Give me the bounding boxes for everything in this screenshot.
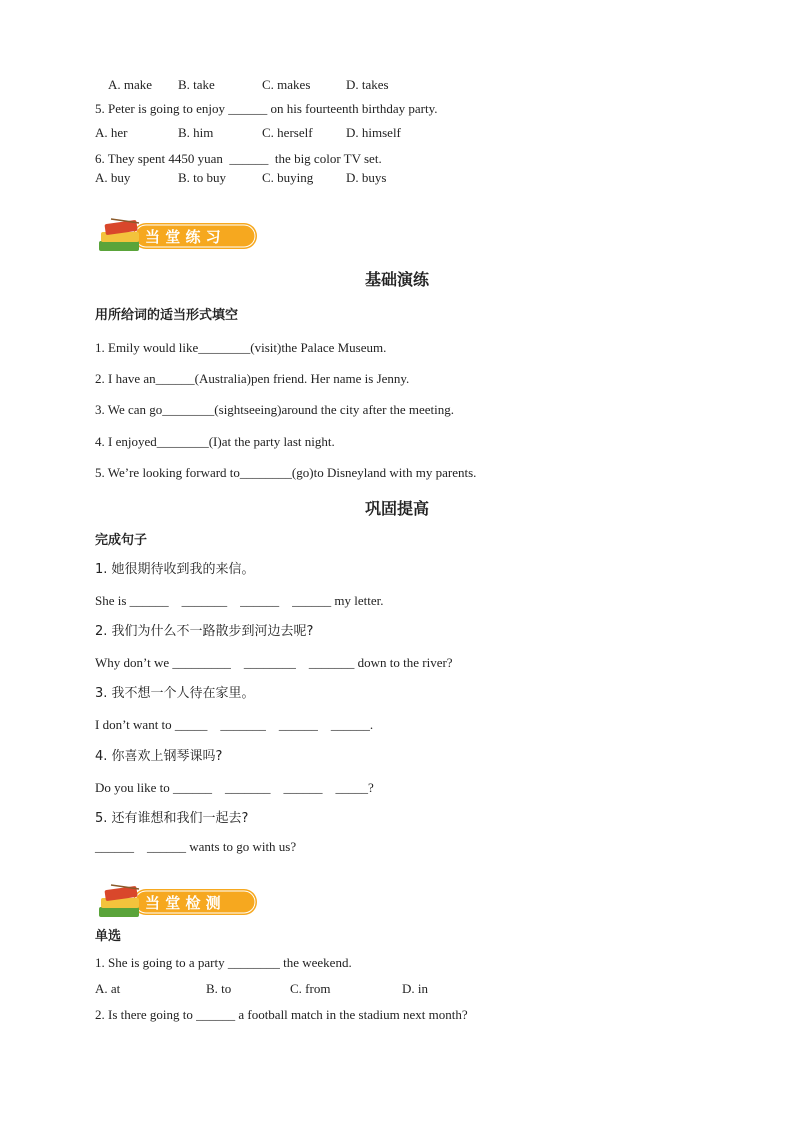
section-banner-practice: [95, 216, 265, 256]
option-b: B. him: [178, 125, 214, 140]
list-item: 1. Emily would like________(visit)the Palace Museum.: [95, 340, 387, 355]
list-item: 5. We’re looking forward to________(go)to Disneyland with my parents.: [95, 465, 477, 480]
option-b: B. to: [206, 981, 232, 996]
question-2: 2. Is there going to ______ a football match in the stadium next month?: [95, 1007, 468, 1022]
option-a: A. make: [108, 77, 153, 92]
option-c: C. makes: [262, 77, 311, 92]
sentence-en: Do you like to ______ _______ ______ _____?: [95, 780, 374, 795]
option-c: C. buying: [262, 170, 314, 185]
section-instruction-basic: 用所给词的适当形式填空: [95, 308, 239, 323]
option-a: A. her: [95, 125, 128, 140]
section-instruction-test: 单选: [95, 929, 122, 944]
sentence-cn: 1. 她很期待收到我的来信。: [95, 562, 255, 577]
sentence-en: She is ______ _______ ______ ______ my letter.: [95, 593, 384, 608]
option-b: B. take: [178, 77, 215, 92]
sentence-en: ______ ______ wants to go with us?: [95, 839, 297, 854]
option-d: D. in: [402, 981, 428, 996]
list-item: 2. I have an______(Australia)pen friend. Her name is Jenny.: [95, 371, 410, 386]
option-b: B. to buy: [178, 170, 227, 185]
option-a: A. at: [95, 981, 121, 996]
section-instruction-improve: 完成句子: [95, 533, 148, 548]
option-a: A. buy: [95, 170, 131, 185]
question-1: 1. She is going to a party ________ the weekend.: [95, 955, 352, 970]
question-5-options: [0, 125, 794, 141]
top-options: [0, 77, 794, 93]
banner-label: 当 堂 检 测: [145, 894, 221, 912]
option-d: D. takes: [346, 77, 389, 92]
question-6-options: [0, 170, 794, 186]
sentence-en: I don’t want to _____ _______ ______ ______.: [95, 717, 374, 732]
question-6: 6. They spent 4450 yuan ______ the big color TV set.: [95, 151, 382, 166]
sentence-en: Why don’t we _________ ________ _______ down to the river?: [95, 655, 453, 670]
question-1-options: [0, 981, 794, 997]
sentence-cn: 5. 还有谁想和我们一起去?: [95, 811, 249, 826]
sentence-cn: 2. 我们为什么不一路散步到河边去呢?: [95, 624, 314, 639]
option-d: D. himself: [346, 125, 401, 140]
section-title-improve: 巩固提高: [364, 499, 429, 518]
list-item: 3. We can go________(sightseeing)around the city after the meeting.: [95, 402, 454, 417]
list-item: 4. I enjoyed________(I)at the party last night.: [95, 434, 335, 449]
banner-label: 当 堂 练 习: [145, 228, 221, 246]
question-5: 5. Peter is going to enjoy ______ on his fourteenth birthday party.: [95, 101, 438, 116]
section-banner-test: [95, 882, 265, 922]
section-title-basic: 基础演练: [364, 270, 429, 289]
option-d: D. buys: [346, 170, 387, 185]
sentence-cn: 4. 你喜欢上钢琴课吗?: [95, 749, 223, 764]
sentence-cn: 3. 我不想一个人待在家里。: [95, 686, 255, 701]
option-c: C. herself: [262, 125, 313, 140]
option-c: C. from: [290, 981, 331, 996]
